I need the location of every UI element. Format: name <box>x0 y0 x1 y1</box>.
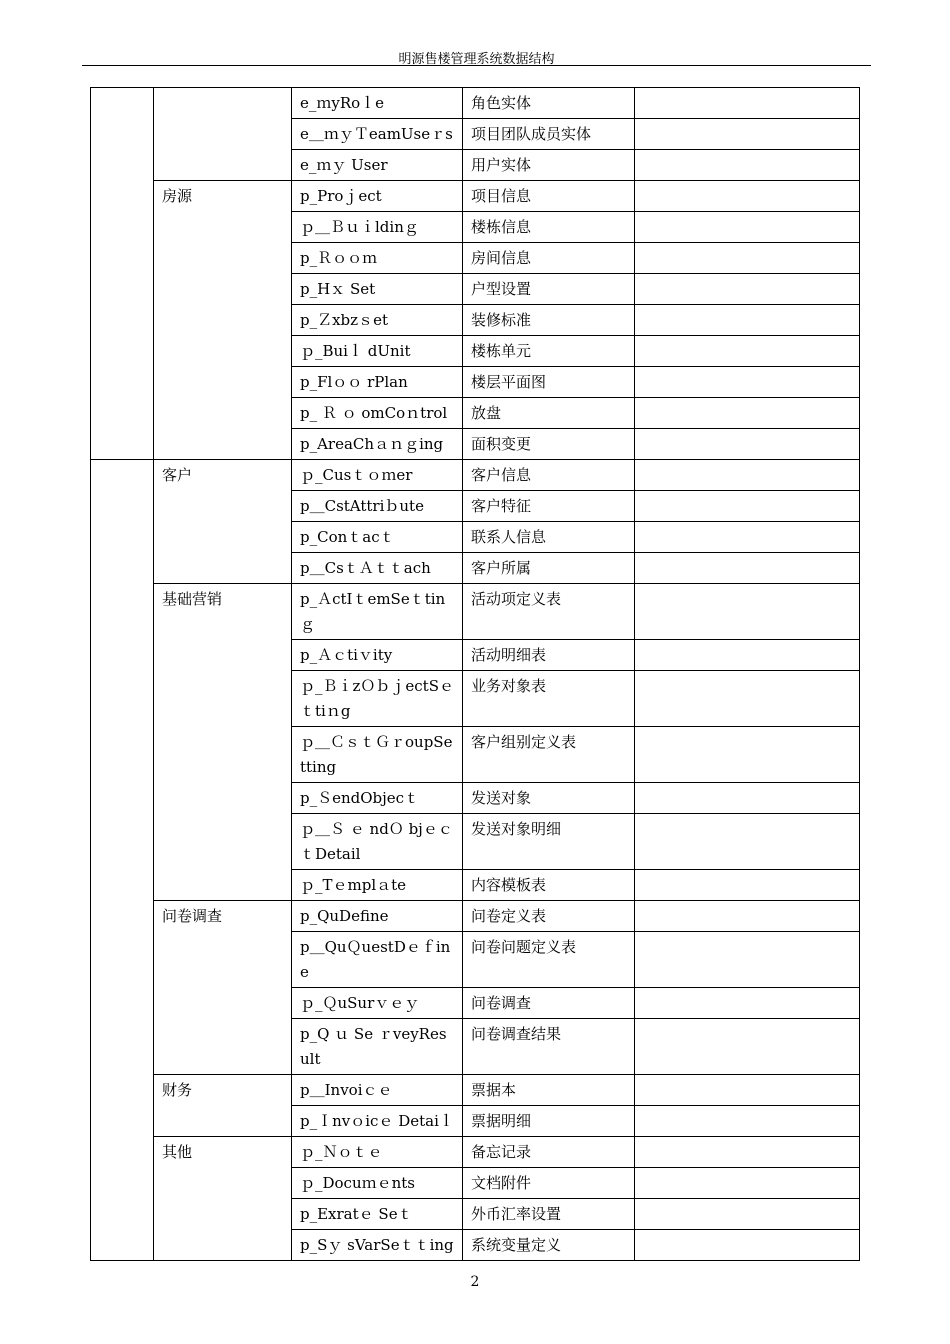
table-row <box>91 1075 860 1106</box>
description-cell: 票据本 <box>463 1075 635 1106</box>
table-name-cell: ｐ＿Ｓ ｅ ndＯ bjｅｃｔDetail <box>292 814 463 870</box>
table-name-cell: p_ Ｒ ｏ omCoｎtrol <box>292 398 463 429</box>
table-name-cell: p_Flｏｏ rPlan <box>292 367 463 398</box>
page-header-title: 明源售楼管理系统数据结构 <box>398 52 555 67</box>
note-cell <box>635 367 860 398</box>
category-cell: 其他 <box>154 1137 292 1261</box>
note-cell <box>635 671 860 727</box>
description-cell: 票据明细 <box>463 1106 635 1137</box>
table-name-cell: p_Ｚxbzｓet <box>292 305 463 336</box>
note-cell <box>635 1199 860 1230</box>
table-name-cell: p_Ｉnvｏicｅ Detaiｌ <box>292 1106 463 1137</box>
note-cell <box>635 181 860 212</box>
note-cell <box>635 814 860 870</box>
description-cell: 客户信息 <box>463 460 635 491</box>
table-name-cell: ｐ_ＢｉzＯｂｊectSｅｔtiｎg <box>292 671 463 727</box>
table-name-cell: p_Exratｅ Seｔ <box>292 1199 463 1230</box>
table-row <box>91 181 860 212</box>
description-cell: 房间信息 <box>463 243 635 274</box>
category-cell <box>154 88 292 181</box>
group-cell <box>91 88 154 460</box>
description-cell: 问卷调查结果 <box>463 1019 635 1075</box>
description-cell: 楼栋信息 <box>463 212 635 243</box>
description-cell: 项目信息 <box>463 181 635 212</box>
description-cell: 发送对象 <box>463 783 635 814</box>
table-name-cell: p_Conｔacｔ <box>292 522 463 553</box>
note-cell <box>635 553 860 584</box>
table-name-cell: e_ｍｙ User <box>292 150 463 181</box>
note-cell <box>635 243 860 274</box>
description-cell: 户型设置 <box>463 274 635 305</box>
page-number: 2 <box>470 1274 480 1290</box>
note-cell <box>635 429 860 460</box>
note-cell <box>635 870 860 901</box>
description-cell: 发送对象明细 <box>463 814 635 870</box>
description-cell: 放盘 <box>463 398 635 429</box>
note-cell <box>635 988 860 1019</box>
description-cell: 问卷定义表 <box>463 901 635 932</box>
table-name-cell: p_QuDefine <box>292 901 463 932</box>
description-cell: 外币汇率设置 <box>463 1199 635 1230</box>
table-name-cell: ｐ_Ｎｏｔｅ <box>292 1137 463 1168</box>
note-cell <box>635 398 860 429</box>
table-name-cell: p_Proｊect <box>292 181 463 212</box>
note-cell <box>635 1019 860 1075</box>
category-cell: 客户 <box>154 460 292 584</box>
table-row <box>91 460 860 491</box>
table-name-cell: p＿QuＱuestDｅｆine <box>292 932 463 988</box>
table-name-cell: ｐ_Cusｔｏｍer <box>292 460 463 491</box>
table-row <box>91 901 860 932</box>
description-cell: 问卷调查 <box>463 988 635 1019</box>
note-cell <box>635 640 860 671</box>
table-name-cell: p＿CsｔＡｔｔach <box>292 553 463 584</box>
note-cell <box>635 1075 860 1106</box>
description-cell: 客户所属 <box>463 553 635 584</box>
note-cell <box>635 305 860 336</box>
table-name-cell: ｐ＿ＣｓｔＧｒoupSetting <box>292 727 463 783</box>
table-name-cell: ｐ_Docuｍｅnts <box>292 1168 463 1199</box>
description-cell: 内容模板表 <box>463 870 635 901</box>
note-cell <box>635 460 860 491</box>
category-cell: 问卷调查 <box>154 901 292 1075</box>
description-cell: 活动项定义表 <box>463 584 635 640</box>
note-cell <box>635 150 860 181</box>
table-name-cell: ｐ_ＱuSurｖｅｙ <box>292 988 463 1019</box>
note-cell <box>635 901 860 932</box>
note-cell <box>635 1137 860 1168</box>
note-cell <box>635 119 860 150</box>
table-name-cell: p_Q ｕ Se ｒveyResult <box>292 1019 463 1075</box>
table-name-cell: ｐ_Buiｌ dUnit <box>292 336 463 367</box>
category-cell: 财务 <box>154 1075 292 1137</box>
table-name-cell: ｐ_Tｅmplａte <box>292 870 463 901</box>
table-row <box>91 1137 860 1168</box>
category-cell: 基础营销 <box>154 584 292 901</box>
description-cell: 用户实体 <box>463 150 635 181</box>
group-cell <box>91 460 154 1261</box>
description-cell: 联系人信息 <box>463 522 635 553</box>
note-cell <box>635 522 860 553</box>
description-cell: 备忘记录 <box>463 1137 635 1168</box>
data-structure-table <box>90 87 860 1261</box>
table-name-cell: p_ＡctIｔemSeｔtinｇ <box>292 584 463 640</box>
description-cell: 装修标准 <box>463 305 635 336</box>
note-cell <box>635 584 860 640</box>
description-cell: 楼栋单元 <box>463 336 635 367</box>
table-name-cell: e＿ｍｙＴeamUseｒs <box>292 119 463 150</box>
category-cell: 房源 <box>154 181 292 460</box>
header-rule <box>82 65 871 66</box>
note-cell <box>635 336 860 367</box>
table-name-cell: p＿CstAttriｂute <box>292 491 463 522</box>
table-row <box>91 88 860 119</box>
description-cell: 客户特征 <box>463 491 635 522</box>
table-name-cell: p_ＳendObjecｔ <box>292 783 463 814</box>
note-cell <box>635 1106 860 1137</box>
description-cell: 业务对象表 <box>463 671 635 727</box>
table-row <box>91 584 860 640</box>
table-name-cell: p_Ａｃtiｖity <box>292 640 463 671</box>
table-name-cell: ｐ＿Ｂｕｉldinｇ <box>292 212 463 243</box>
note-cell <box>635 727 860 783</box>
table-name-cell: p＿Invoiｃｅ <box>292 1075 463 1106</box>
table-name-cell: p_Hｘ Set <box>292 274 463 305</box>
description-cell: 项目团队成员实体 <box>463 119 635 150</box>
note-cell <box>635 88 860 119</box>
table-name-cell: p_Ｒｏｏｍ <box>292 243 463 274</box>
table-name-cell: p_AreaChａｎｇing <box>292 429 463 460</box>
table-name-cell: e_ｍyRoｌe <box>292 88 463 119</box>
description-cell: 面积变更 <box>463 429 635 460</box>
description-cell: 活动明细表 <box>463 640 635 671</box>
description-cell: 系统变量定义 <box>463 1230 635 1261</box>
note-cell <box>635 932 860 988</box>
description-cell: 楼层平面图 <box>463 367 635 398</box>
note-cell <box>635 1230 860 1261</box>
note-cell <box>635 274 860 305</box>
note-cell <box>635 783 860 814</box>
note-cell <box>635 491 860 522</box>
description-cell: 问卷问题定义表 <box>463 932 635 988</box>
description-cell: 角色实体 <box>463 88 635 119</box>
note-cell <box>635 212 860 243</box>
description-cell: 客户组别定义表 <box>463 727 635 783</box>
note-cell <box>635 1168 860 1199</box>
description-cell: 文档附件 <box>463 1168 635 1199</box>
table-name-cell: p_Sｙ sVarSeｔｔing <box>292 1230 463 1261</box>
